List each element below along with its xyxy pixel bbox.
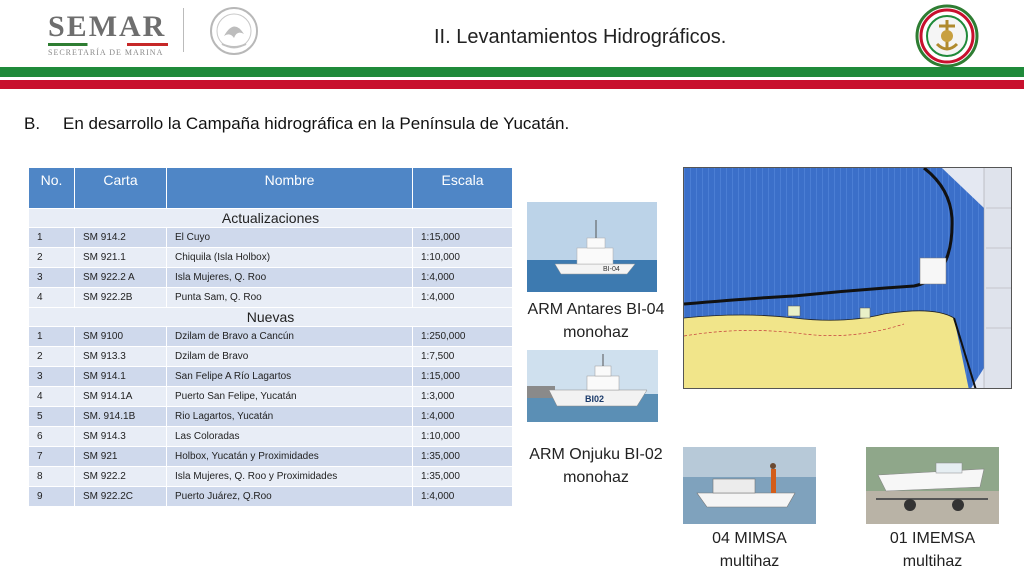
section-row-actualizaciones bbox=[29, 209, 513, 228]
cell-carta: SM 922.2 bbox=[75, 467, 167, 487]
mimsa-name: 04 MIMSA bbox=[712, 530, 787, 547]
cell-escala: 1:4,000 bbox=[413, 487, 513, 507]
table-row bbox=[29, 367, 513, 387]
cell-nombre: Dzilam de Bravo a Cancún bbox=[167, 327, 413, 347]
cell-no: 2 bbox=[29, 248, 75, 268]
cell-carta: SM 921.1 bbox=[75, 248, 167, 268]
table-row bbox=[29, 447, 513, 467]
cell-carta: SM 9100 bbox=[75, 327, 167, 347]
cell-no: 8 bbox=[29, 467, 75, 487]
cell-carta: SM 913.3 bbox=[75, 347, 167, 367]
cell-carta: SM 914.1A bbox=[75, 387, 167, 407]
table-row bbox=[29, 268, 513, 288]
header-divider bbox=[183, 8, 184, 52]
cell-nombre: San Felipe A Río Lagartos bbox=[167, 367, 413, 387]
section-title: Nuevas bbox=[29, 308, 513, 327]
cell-no: 5 bbox=[29, 407, 75, 427]
mimsa-caption bbox=[683, 527, 816, 573]
cell-escala: 1:3,000 bbox=[413, 387, 513, 407]
antares-name: ARM Antares BI-04 bbox=[527, 301, 665, 318]
onjuku-caption bbox=[520, 443, 672, 489]
column-header-carta: Carta bbox=[75, 168, 167, 209]
cell-nombre: Chiquila (Isla Holbox) bbox=[167, 248, 413, 268]
cell-no: 4 bbox=[29, 288, 75, 308]
column-header-nombre: Nombre bbox=[167, 168, 413, 209]
survey-ship-icon bbox=[527, 202, 657, 292]
cell-carta: SM 921 bbox=[75, 447, 167, 467]
cell-escala: 1:250,000 bbox=[413, 327, 513, 347]
cell-nombre: Dzilam de Bravo bbox=[167, 347, 413, 367]
navy-emblem-icon bbox=[915, 4, 979, 68]
cell-carta: SM 922.2C bbox=[75, 487, 167, 507]
cell-escala: 1:15,000 bbox=[413, 228, 513, 248]
mexican-coat-of-arms-icon bbox=[204, 6, 264, 56]
cell-no: 7 bbox=[29, 447, 75, 467]
subtitle-text: En desarrollo la Campaña hidrográfica en la Península de Yucatán. bbox=[63, 114, 570, 133]
page-title: II. Levantamientos Hidrográficos. bbox=[434, 26, 727, 48]
cell-carta: SM 914.1 bbox=[75, 367, 167, 387]
cell-nombre: Puerto San Felipe, Yucatán bbox=[167, 387, 413, 407]
cell-escala: 1:10,000 bbox=[413, 427, 513, 447]
red-stripe bbox=[0, 80, 1024, 89]
table-row bbox=[29, 248, 513, 268]
subtitle-marker: B. bbox=[24, 114, 41, 133]
green-stripe bbox=[0, 67, 1024, 77]
mimsa-boat-photo bbox=[683, 447, 816, 524]
table-row bbox=[29, 427, 513, 447]
column-header-no: No. bbox=[29, 168, 75, 209]
cell-escala: 1:4,000 bbox=[413, 407, 513, 427]
cell-escala: 1:4,000 bbox=[413, 268, 513, 288]
cell-nombre: Holbox, Yucatán y Proximidades bbox=[167, 447, 413, 467]
cell-escala: 1:7,500 bbox=[413, 347, 513, 367]
hydrographic-chart-icon bbox=[684, 168, 1012, 389]
trailer-boat-icon bbox=[866, 447, 999, 524]
cell-escala: 1:15,000 bbox=[413, 367, 513, 387]
imemsa-boat-photo bbox=[866, 447, 999, 524]
cell-nombre: Las Coloradas bbox=[167, 427, 413, 447]
cell-nombre: El Cuyo bbox=[167, 228, 413, 248]
table-row bbox=[29, 288, 513, 308]
cell-no: 3 bbox=[29, 367, 75, 387]
semar-logo bbox=[48, 10, 173, 57]
survey-area-map bbox=[683, 167, 1012, 389]
section-title: Actualizaciones bbox=[29, 209, 513, 228]
cell-nombre: Punta Sam, Q. Roo bbox=[167, 288, 413, 308]
column-header-escala: Escala bbox=[413, 168, 513, 209]
cell-nombre: Puerto Juárez, Q.Roo bbox=[167, 487, 413, 507]
cell-no: 2 bbox=[29, 347, 75, 367]
table-row bbox=[29, 228, 513, 248]
cell-carta: SM 922.2B bbox=[75, 288, 167, 308]
launch-boat-icon bbox=[683, 447, 816, 524]
semar-flag-bar bbox=[48, 43, 168, 46]
onjuku-type: monohaz bbox=[563, 469, 629, 486]
onjuku-name: ARM Onjuku BI-02 bbox=[529, 446, 663, 463]
cell-nombre: Isla Mujeres, Q. Roo bbox=[167, 268, 413, 288]
semar-wordmark: SEMAR bbox=[48, 10, 167, 43]
onjuku-hull-number: BI02 bbox=[585, 394, 605, 404]
cell-escala: 1:10,000 bbox=[413, 248, 513, 268]
table-row bbox=[29, 327, 513, 347]
antares-type: monohaz bbox=[563, 324, 629, 341]
cell-carta: SM 922.2 A bbox=[75, 268, 167, 288]
cell-escala: 1:35,000 bbox=[413, 447, 513, 467]
cell-nombre: Isla Mujeres, Q. Roo y Proximidades bbox=[167, 467, 413, 487]
table-row bbox=[29, 347, 513, 367]
table-header-row bbox=[29, 168, 513, 209]
cell-no: 1 bbox=[29, 327, 75, 347]
cell-no: 1 bbox=[29, 228, 75, 248]
cell-no: 4 bbox=[29, 387, 75, 407]
antares-hull-number: BI-04 bbox=[603, 266, 620, 273]
cell-escala: 1:35,000 bbox=[413, 467, 513, 487]
section-row-nuevas bbox=[29, 308, 513, 327]
cell-carta: SM. 914.1B bbox=[75, 407, 167, 427]
cell-nombre: Rio Lagartos, Yucatán bbox=[167, 407, 413, 427]
nautical-charts-table bbox=[28, 167, 513, 507]
table-row bbox=[29, 407, 513, 427]
semar-subtitle: SECRETARÍA DE MARINA bbox=[48, 48, 164, 57]
imemsa-caption bbox=[866, 527, 999, 573]
cell-carta: SM 914.2 bbox=[75, 228, 167, 248]
cell-no: 6 bbox=[29, 427, 75, 447]
antares-caption bbox=[520, 298, 672, 344]
mimsa-type: multihaz bbox=[719, 553, 780, 570]
onjuku-ship-photo bbox=[527, 350, 658, 422]
imemsa-type: multihaz bbox=[902, 553, 963, 570]
cell-no: 3 bbox=[29, 268, 75, 288]
table-row bbox=[29, 487, 513, 507]
table-row bbox=[29, 467, 513, 487]
survey-ship-icon bbox=[527, 350, 658, 422]
imemsa-name: 01 IMEMSA bbox=[889, 530, 976, 547]
cell-carta: SM 914.3 bbox=[75, 427, 167, 447]
cell-no: 9 bbox=[29, 487, 75, 507]
antares-ship-photo bbox=[527, 202, 657, 292]
cell-escala: 1:4,000 bbox=[413, 288, 513, 308]
table-row bbox=[29, 387, 513, 407]
